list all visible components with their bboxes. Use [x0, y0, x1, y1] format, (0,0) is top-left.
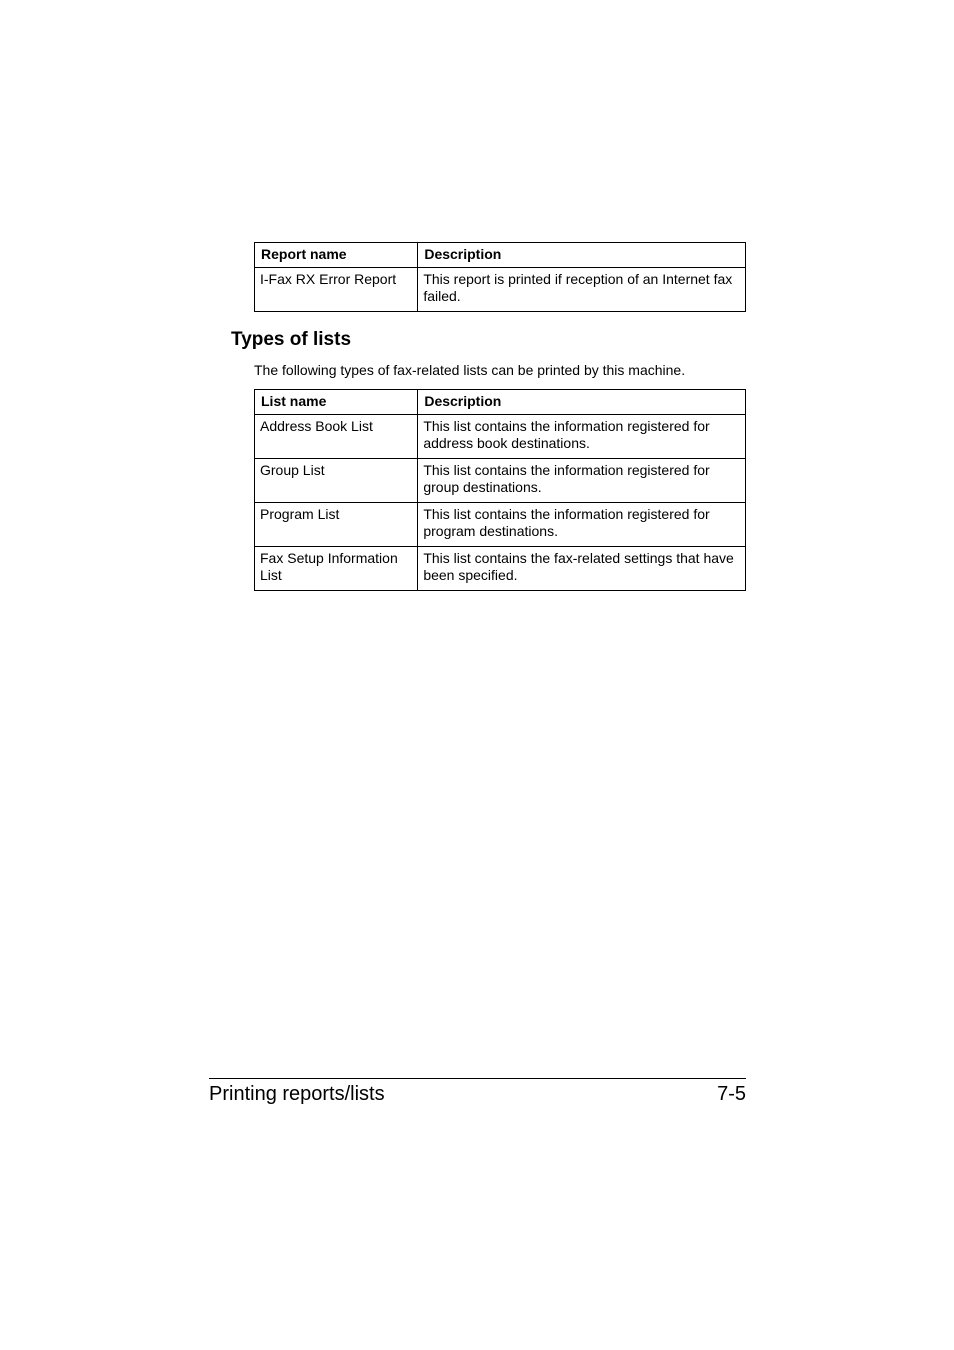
description-cell: This list contains the information registered for address book destinations. [418, 415, 746, 459]
description-cell: This list contains the fax-related settings that have been specified. [418, 547, 746, 591]
table-row [255, 268, 746, 312]
intro-paragraph: The following types of fax-related lists can be printed by this machine. [254, 362, 686, 378]
table-header-row [255, 243, 746, 268]
description-cell: This list contains the information registered for group destinations. [418, 459, 746, 503]
list-name-cell: Address Book List [255, 415, 418, 459]
table-header-row [255, 390, 746, 415]
table-row [255, 547, 746, 591]
section-heading: Types of lists [231, 329, 352, 350]
page-number: 7-5 [717, 1083, 746, 1105]
description-cell: This report is printed if reception of an Internet fax failed. [418, 268, 746, 312]
column-header-report-name: Report name [255, 243, 418, 268]
table-row [255, 503, 746, 547]
report-name-cell: I-Fax RX Error Report [255, 268, 418, 312]
column-header-description: Description [418, 390, 746, 415]
list-types-table [254, 389, 746, 591]
list-name-cell: Program List [255, 503, 418, 547]
footer-divider [209, 1078, 746, 1079]
table-row [255, 459, 746, 503]
footer-section-title: Printing reports/lists [209, 1083, 385, 1105]
column-header-description: Description [418, 243, 746, 268]
report-table [254, 242, 746, 312]
column-header-list-name: List name [255, 390, 418, 415]
list-name-cell: Group List [255, 459, 418, 503]
table-row [255, 415, 746, 459]
description-cell: This list contains the information registered for program destinations. [418, 503, 746, 547]
list-name-cell: Fax Setup Information List [255, 547, 418, 591]
